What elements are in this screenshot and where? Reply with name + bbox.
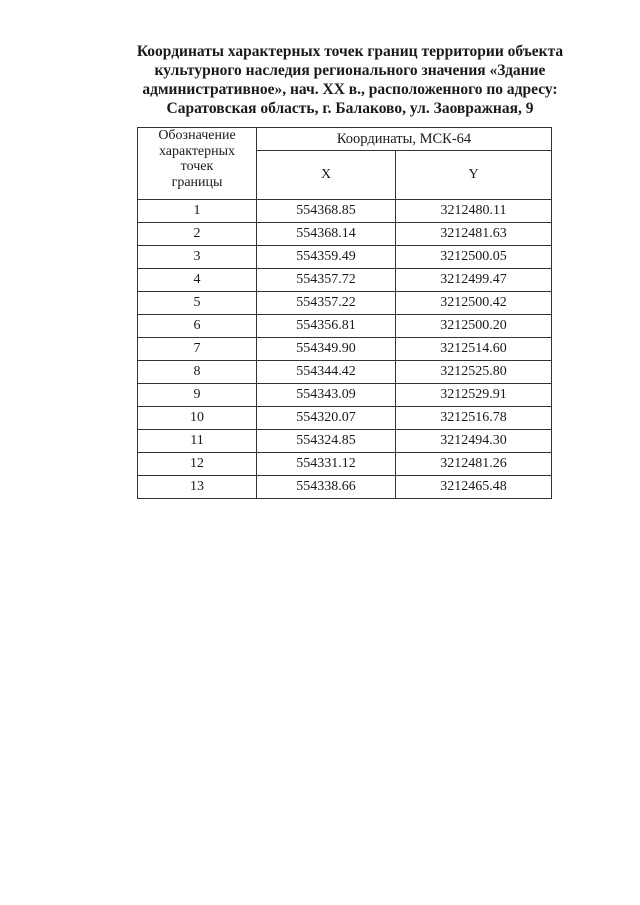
x-coordinate-cell: 554357.72: [257, 269, 396, 292]
x-coordinate-cell: 554357.22: [257, 292, 396, 315]
y-coordinate-cell: 3212516.78: [396, 407, 552, 430]
table-row: [138, 292, 552, 315]
coordinates-table: [137, 127, 552, 499]
point-number-cell: 3: [138, 246, 257, 269]
title-line: административное», нач. XX в., расположенного по адресу:: [142, 81, 558, 98]
table-body: [138, 200, 552, 499]
title-line: Координаты характерных точек границ территории объекта: [136, 43, 564, 60]
x-coordinate-cell: 554359.49: [257, 246, 396, 269]
table-row: [138, 338, 552, 361]
header-x: X: [257, 151, 396, 200]
x-coordinate-cell: 554344.42: [257, 361, 396, 384]
point-number-cell: 4: [138, 269, 257, 292]
x-coordinate-cell: 554338.66: [257, 476, 396, 499]
point-number-cell: 2: [138, 223, 257, 246]
y-coordinate-cell: 3212465.48: [396, 476, 552, 499]
y-coordinate-cell: 3212514.60: [396, 338, 552, 361]
header-coordinates: Координаты, МСК-64: [257, 128, 552, 151]
x-coordinate-cell: 554343.09: [257, 384, 396, 407]
x-coordinate-cell: 554324.85: [257, 430, 396, 453]
table-row: [138, 384, 552, 407]
point-number-cell: 9: [138, 384, 257, 407]
table-row: [138, 476, 552, 499]
y-coordinate-cell: 3212480.11: [396, 200, 552, 223]
y-coordinate-cell: 3212481.63: [396, 223, 552, 246]
table-row: [138, 223, 552, 246]
x-coordinate-cell: 554356.81: [257, 315, 396, 338]
x-coordinate-cell: 554320.07: [257, 407, 396, 430]
point-number-cell: 11: [138, 430, 257, 453]
y-coordinate-cell: 3212500.42: [396, 292, 552, 315]
header-point-designation: Обозначение характерных точек границы: [138, 128, 257, 200]
point-number-cell: 13: [138, 476, 257, 499]
y-coordinate-cell: 3212499.47: [396, 269, 552, 292]
point-number-cell: 8: [138, 361, 257, 384]
x-coordinate-cell: 554349.90: [257, 338, 396, 361]
y-coordinate-cell: 3212500.20: [396, 315, 552, 338]
y-coordinate-cell: 3212525.80: [396, 361, 552, 384]
y-coordinate-cell: 3212481.26: [396, 453, 552, 476]
header-y: Y: [396, 151, 552, 200]
x-coordinate-cell: 554368.85: [257, 200, 396, 223]
table-row: [138, 246, 552, 269]
table-row: [138, 269, 552, 292]
document-title: [120, 42, 580, 118]
y-coordinate-cell: 3212494.30: [396, 430, 552, 453]
table-row: [138, 407, 552, 430]
table-row: [138, 430, 552, 453]
point-number-cell: 1: [138, 200, 257, 223]
point-number-cell: 12: [138, 453, 257, 476]
table-row: [138, 200, 552, 223]
point-number-cell: 6: [138, 315, 257, 338]
table-row: [138, 315, 552, 338]
y-coordinate-cell: 3212500.05: [396, 246, 552, 269]
point-number-cell: 10: [138, 407, 257, 430]
x-coordinate-cell: 554331.12: [257, 453, 396, 476]
table-row: [138, 361, 552, 384]
y-coordinate-cell: 3212529.91: [396, 384, 552, 407]
x-coordinate-cell: 554368.14: [257, 223, 396, 246]
table-row: [138, 453, 552, 476]
point-number-cell: 5: [138, 292, 257, 315]
title-line: культурного наследия регионального значения «Здание: [154, 62, 546, 79]
title-line: Саратовская область, г. Балаково, ул. Заовражная, 9: [166, 100, 534, 117]
point-number-cell: 7: [138, 338, 257, 361]
